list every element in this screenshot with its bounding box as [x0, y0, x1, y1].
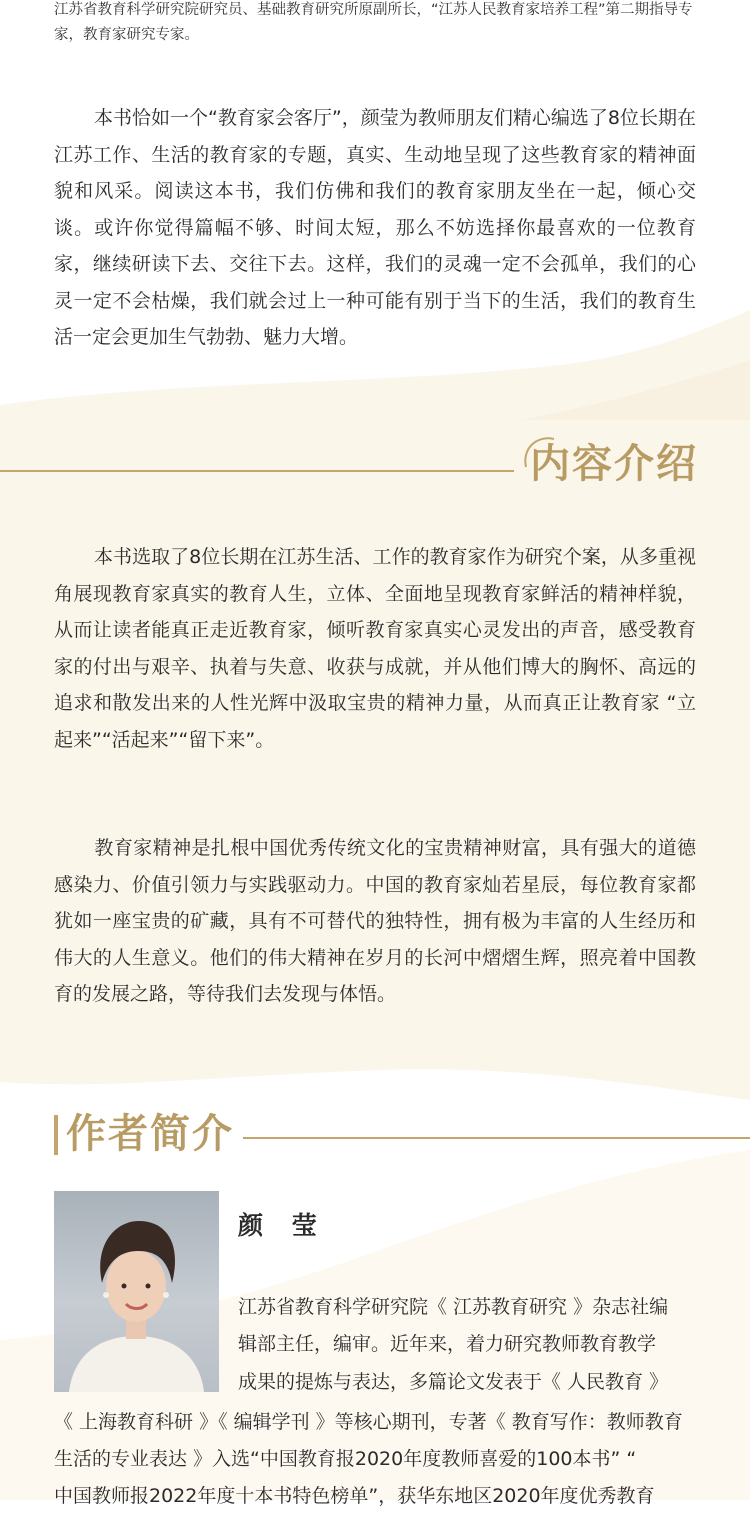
intro-paragraph-text: 本书恰如一个“教育家会客厅”，颜莹为教师朋友们精心编选了8位长期在江苏工作、生活的教育家的专题，真实、生动地呈现了这些教育家的精神面貌和风采。阅读这本书，我们仿佛和我们的教育家朋友坐在一起，倾心交谈。或许你觉得篇幅不够、时间太短，那么不妨选择你最喜欢的一位教育家，继续研读下去、交往下去。这样，我们的灵魂一定不会孤单，我们的心灵一定不会枯燥，我们就会过上一种可能有别于当下的生活，我们的教育生活一定会更加生气勃勃、魅力大增。: [54, 107, 696, 348]
author-bio-line: 江苏省教育科学研究院《 江苏教育研究 》杂志社编: [238, 1296, 669, 1318]
editor-intro-note: 江苏省教育科学研究院研究员、基础教育研究所原副所长，“江苏人民教育家培养工程”第二期指导专家，教育家研究专家。: [54, 2, 693, 43]
section-title-content: 内容介绍: [530, 440, 698, 487]
content-paragraph-1-text: 本书选取了8位长期在江苏生活、工作的教育家作为研究个案，从多重视角展现教育家真实的教育人生，立体、全面地呈现教育家鲜活的精神样貌，从而让读者能真正走近教育家，倾听教育家真实心灵发出的声音，感受教育家的付出与艰辛、执着与失意、收获与成就，并从他们博大的胸怀、高远的追求和散发出来的人性光辉中汲取宝贵的精神力量，从而真正让教育家 “立起来”“活起来”“留下来”。: [54, 546, 696, 751]
intro-paragraph: [54, 100, 696, 356]
author-bio-line: 《 上海教育科研 》《 编辑学刊 》等核心期刊，专著《 教育写作：教师教育: [54, 1411, 683, 1433]
author-bio-line: 生活的专业表达 》入选“中国教育报2020年度教师喜爱的100本书” “: [54, 1448, 637, 1470]
section-bar-author: [54, 1115, 58, 1155]
content-paragraph-1: [54, 539, 696, 758]
author-name: 颜 莹: [238, 1211, 327, 1240]
section-rule-author: [243, 1137, 750, 1139]
author-bio-line: 成果的提炼与表达，多篇论文发表于《 人民教育 》: [238, 1371, 669, 1393]
content-paragraph-2: [54, 830, 696, 1013]
section-rule-content: [0, 470, 514, 472]
author-photo: [54, 1191, 219, 1392]
author-bio-line: 中国教师报2022年度十本书特色榜单”，获华东地区2020年度优秀教育: [54, 1485, 655, 1507]
content-paragraph-2-text: 教育家精神是扎根中国优秀传统文化的宝贵精神财富，具有强大的道德感染力、价值引领力与实践驱动力。中国的教育家灿若星辰，每位教育家都犹如一座宝贵的矿藏，具有不可替代的独特性，拥有极为丰富的人生经历和伟大的人生意义。他们的伟大精神在岁月的长河中熠熠生辉，照亮着中国教育的发展之路，等待我们去发现与体悟。: [54, 837, 696, 1005]
author-bio-line: 辑部主任，编审。近年来，着力研究教师教育教学: [238, 1333, 657, 1355]
section-title-author: 作者简介: [66, 1110, 234, 1157]
